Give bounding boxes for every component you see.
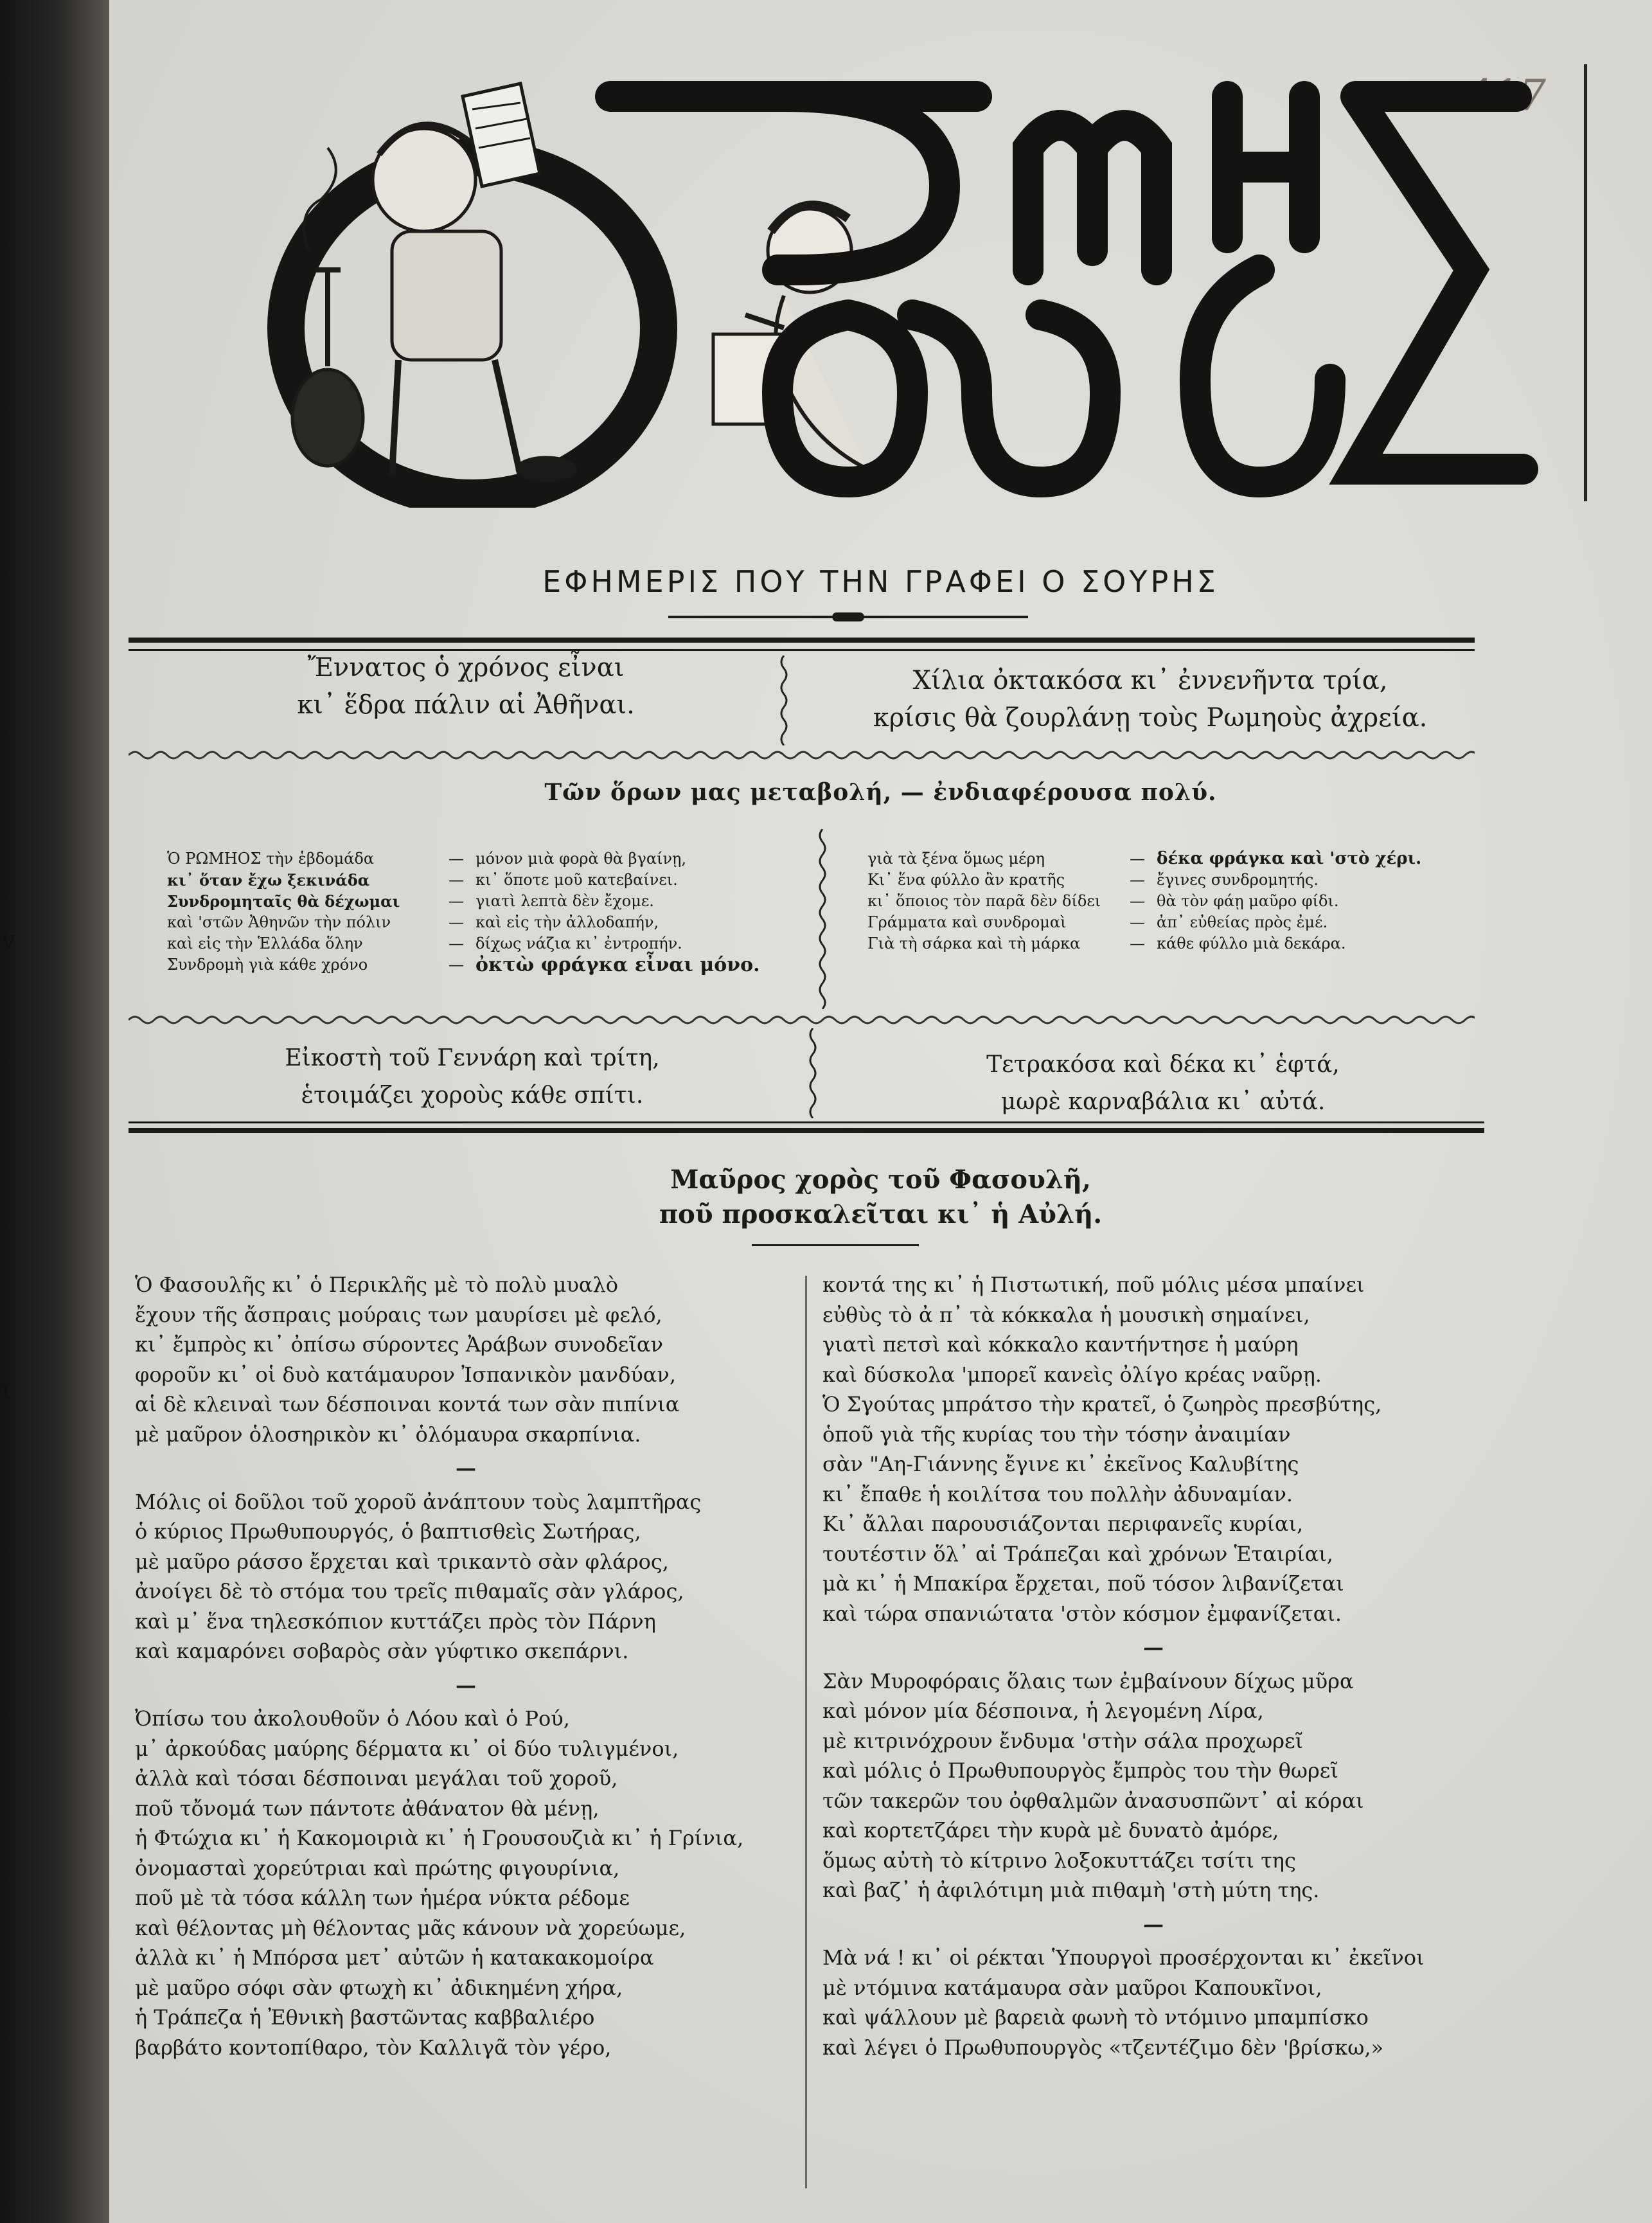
top-verse-right xyxy=(822,662,1478,737)
terms-row: Ὁ ΡΩΜΗΟΣ τὴν ἑβδομάδα — μόνον μιὰ φορὰ θὰ βγαίνῃ, xyxy=(167,850,687,868)
bottom-thick-rule xyxy=(129,1128,1484,1133)
wavy-rule xyxy=(129,747,1475,763)
terms-row: Γράμματα καὶ συνδρομαὶ — ἀπ᾽ εὐθείας πρὸς ἐμέ. xyxy=(867,913,1328,931)
terms-row: καὶ 'στῶν Ἀθηνῶν τὴν πόλιν — καὶ εἰς τὴν ἀλλοδαπήν, xyxy=(167,913,659,931)
bottom-verse-left xyxy=(167,1040,777,1114)
article-title-line-2: ποῦ προσκαλεῖται κι᾽ ἡ Αὐλή. xyxy=(659,1199,1103,1229)
stanza: Μὰ νά ! κι᾽ οἱ ρέκται Ὑπουργοὶ προσέρχονται κι᾽ ἐκεῖνοι μὲ ντόμινα κατάμαυρα σὰν μαῦροι Καπουκῖνοι, καὶ ψάλλουν μὲ βαρειὰ φωνὴ τὸ ντόμινο μπαμπίσκο καὶ λέγει ὁ Πρωθυπουργὸς «τζεντέζιμο δὲν 'βρίσκω,» xyxy=(822,1945,1425,2060)
stanza: Μόλις οἱ δοῦλοι τοῦ χοροῦ ἀνάπτουν τοὺς λαμπτῆρας ὁ κύριος Πρωθυπουργός, ὁ βαπτισθεὶς Σωτήρας, μὲ μαῦρο ράσσο ἔρχεται καὶ τρικαντὸ σὰν φλάρος, ἀνοίγει δὲ τὸ στόμα του τρεῖς πιθαμαῖς σὰν γλάρος, καὶ μ᾽ ἕνα τηλεσκόπιον κυττάζει πρὸς τὸν Πάρνη καὶ καμαρόνει σοβαρὸς σὰν γύφτικο σκεπάρνι. xyxy=(135,1489,702,1663)
terms-row: κι᾽ ὅποιος τὸν παρᾶ δὲν δίδει — θὰ τὸν φάῃ μαῦρο φίδι. xyxy=(867,892,1339,910)
title-underline xyxy=(752,1244,919,1246)
terms-row: γιὰ τὰ ξένα ὅμως μέρη — δέκα φράγκα καὶ 'στὸ χέρι. xyxy=(867,849,1422,868)
verse-line: κρίσις θὰ ζουρλάνῃ τοὺς Ρωμηοὺς ἀχρεία. xyxy=(873,703,1428,733)
masthead-subtitle: ΕΦΗΜΕΡΙΣ ΠΟΥ ΤΗΝ ΓΡΑΦΕΙ Ο ΣΟΥΡΗΣ xyxy=(542,564,1219,599)
article-left-column xyxy=(135,1270,797,2062)
stanza-separator: — xyxy=(456,1672,476,1697)
terms-row: καὶ εἰς τὴν Ἑλλάδα ὅλην — δίχως νάζια κι᾽ ἐντροπήν. xyxy=(167,934,682,952)
terms-wavy-divider xyxy=(816,829,829,1009)
stanza: κοντά της κι᾽ ἡ Πιστωτική, ποῦ μόλις μέσα μπαίνει εὐθὺς τὸ ἀ π᾽ τὰ κόκκαλα ἡ μουσικὴ σημαίνει, γιατὶ πετσὶ καὶ κόκκαλο καντήντησε ἡ μαύρη καὶ δύσκολα 'μπορεῖ κανεὶς ὀλίγο κρέας ναῦρῃ. Ὁ Σγούτας μπράτσο τὴν κρατεῖ, ὁ ζωηρὸς πρεσβύτης, ὁποῦ γιὰ τῆς κυρίας του τὴν τόσην ἀναιμίαν σὰν "Αη-Γιάννης ἔγινε κι᾽ ἐκεῖνος Καλυβίτης κι᾽ ἔπαθε ἡ κοιλίτσα του πολλὴν ἀδυναμίαν. Κι᾽ ἄλλαι παρουσιάζονται περιφανεῖς κυρίαι, τουτέστιν ὅλ᾽ αἱ Τράπεζαι καὶ χρόνων Ἑταιρίαι, μὰ κι᾽ ἡ Μπακίρα ἔρχεται, ποῦ τόσον λιβανίζεται καὶ τώρα σπανιώτατα 'στὸν κόσμον ἐμφανίζεται. xyxy=(822,1272,1382,1626)
stanza-separator: — xyxy=(456,1456,476,1480)
terms-left-column xyxy=(167,848,784,976)
terms-row: κι᾽ ὅταν ἔχω ξεκινάδα — κι᾽ ὅποτε μοῦ κατεβαίνει. xyxy=(167,871,678,889)
bottom-verse-right xyxy=(842,1046,1484,1121)
terms-row: Συνδρομηταῖς θὰ δέχωμαι — γιατὶ λεπτὰ δὲν ἔχομε. xyxy=(167,892,654,911)
column-divider xyxy=(805,1276,807,2188)
stanza-separator: — xyxy=(1143,1911,1164,1936)
masthead-right-bar xyxy=(1584,64,1587,501)
wavy-rule xyxy=(129,1012,1475,1028)
terms-row: Κι᾽ ἕνα φύλλο ἂν κρατῆς — ἔγινες συνδρομητής. xyxy=(867,871,1319,889)
stanza: Ὁ Φασουλῆς κι᾽ ὁ Περικλῆς μὲ τὸ πολὺ μυαλὸ ἔχουν τῆς ἄσπραις μούραις των μαυρίσει μὲ φελό, κι᾽ ἔμπρὸς κι᾽ ὀπίσω σύροντες Ἀράβων συνοδεῖαν φοροῦν κι᾽ οἱ δυὸ κατάμαυρον Ἰσπανικὸν μανδύαν, αἱ δὲ κλειναὶ των δέσποιναι κοντά των σὰν πιπίνια μὲ μαῦρον ὁλοσηρικὸν κι᾽ ὁλόμαυρα σκαρπίνια. xyxy=(135,1272,680,1447)
top-verse-left xyxy=(161,649,771,724)
margin-mark: v xyxy=(1,925,16,955)
verse-line: ἑτοιμάζει χοροὺς κάθε σπίτι. xyxy=(301,1082,644,1109)
verse-line: Εἰκοστὴ τοῦ Γεννάρη καὶ τρίτη, xyxy=(285,1045,660,1071)
masthead-logo xyxy=(251,58,1574,508)
terms-heading: Τῶν ὅρων μας μεταβολή, — ἐνδιαφέρουσα πολύ. xyxy=(544,779,1217,806)
verse-line: Χίλια ὀκτακόσα κι᾽ ἐννενῆντα τρία, xyxy=(912,666,1388,695)
terms-row: Γιὰ τὴ σάρκα καὶ τὴ μάρκα — κάθε φύλλο μιὰ δεκάρα. xyxy=(867,934,1346,952)
stanza: Σὰν Μυροφόραις ὅλαις των ἐμβαίνουν δίχως μῦρα καὶ μόνον μία δέσποινα, ἡ λεγομένη Λίρα, μὲ κιτρινόχρουν ἔνδυμα 'στὴν σάλα προχωρεῖ καὶ μόλις ὁ Πρωθυπουργὸς ἔμπρὸς του τὴν θωρεῖ τῶν τακερῶν του ὀφθαλμῶν ἀνασυσπῶντ᾽ αἱ κόραι καὶ κορτετζάρει τὴν κυρὰ μὲ δυνατὸ ἀμόρε, ὅμως αὐτὴ τὸ κίτρινο λοξοκυττάζει τσίτι της καὶ βαζ᾽ ἡ ἀφιλότιμη μιὰ πιθαμὴ 'στὴ μύτη της. xyxy=(822,1668,1364,1902)
verse-wavy-divider xyxy=(777,656,790,745)
stanza-separator: — xyxy=(1143,1635,1164,1659)
verse-line: Ἔννατος ὁ χρόνος εἶναι xyxy=(307,653,625,683)
margin-mark: ι xyxy=(1,1375,12,1405)
terms-row: Συνδρομὴ γιὰ κάθε χρόνο — ὀκτὼ φράγκα εἶναι μόνο. xyxy=(167,954,760,976)
cartoon-seated-man-illustration xyxy=(292,84,575,481)
verse-wavy-divider xyxy=(806,1028,819,1118)
subtitle-ornament-dot xyxy=(832,612,864,621)
article-right-column xyxy=(822,1270,1484,2062)
verse-line: Τετρακόσα καὶ δέκα κι᾽ ἑφτά, xyxy=(986,1051,1340,1078)
stanza: Ὀπίσω του ἀκολουθοῦν ὁ Λόου καὶ ὁ Ρού, μ᾽ ἀρκούδας μαύρης δέρματα κι᾽ οἱ δύο τυλιγμένοι, ἀλλὰ καὶ τόσαι δέσποιναι μεγάλαι τοῦ χοροῦ, ποῦ τὄνομά των πάντοτε ἀθάνατον θὰ μένῃ, ἡ Φτώχια κι᾽ ἡ Κακομοιριὰ κι᾽ ἡ Γρουσουζιὰ κι᾽ ἡ Γρίνια, ὀνομασταὶ χορεύτριαι καὶ πρώτης φιγουρίνια, ποῦ μὲ τὰ τόσα κάλλη των ἡμέρα νύκτα ρέδομε καὶ θέλοντας μὴ θέλοντας μᾶς κάνουν νὰ χορεύωμε, ἀλλὰ κι᾽ ἡ Μπόρσα μετ᾽ αὐτῶν ἡ κατακακομοίρα μὲ μαῦρο σόφι σὰν φτωχὴ κι᾽ ἀδικημένη χήρα, ἡ Τράπεζα ἡ Ἐθνικὴ βαστῶντας καββαλιέρο βαρβάτο κοντοπίθαρο, τὸν Καλλιγᾶ τὸν γέρο, xyxy=(135,1706,744,2060)
newspaper-page xyxy=(109,0,1652,2223)
bottom-thin-rule xyxy=(129,1121,1484,1123)
scan-binding-edge xyxy=(0,0,109,2223)
article-title-line-1: Μαῦρος χορὸς τοῦ Φασουλῆ, xyxy=(670,1165,1091,1195)
verse-line: κι᾽ ἕδρα πάλιν αἱ Ἀθῆναι. xyxy=(297,690,635,720)
folio-number: 417 xyxy=(1465,71,1546,120)
verse-line: μωρὲ καρναβάλια κι᾽ αὐτά. xyxy=(1000,1089,1326,1115)
terms-right-column xyxy=(867,848,1484,954)
top-thick-rule xyxy=(129,638,1475,643)
